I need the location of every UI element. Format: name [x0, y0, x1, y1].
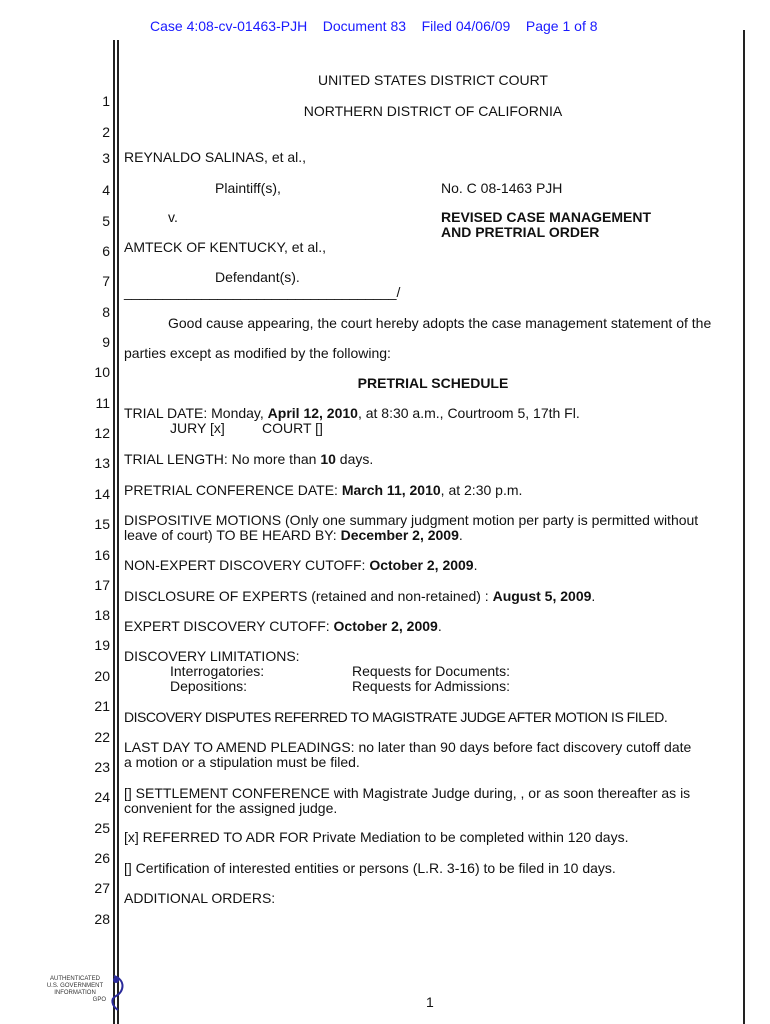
court-name: UNITED STATES DISTRICT COURT: [318, 72, 548, 88]
disclosure-end: .: [591, 588, 596, 604]
dispositive-line1: DISPOSITIVE MOTIONS (Only one summary judgment motion per party is permitted without: [124, 512, 699, 528]
line-number: 28: [94, 911, 110, 927]
filing-header: [150, 18, 598, 34]
footer-page-number: 1: [426, 994, 434, 1010]
caption-underline: ___________________________________/: [124, 284, 401, 300]
depositions-label: Depositions:: [170, 678, 248, 694]
line-number: 9: [102, 334, 110, 350]
dispositive-line2: [124, 527, 463, 543]
amend-line1: LAST DAY TO AMEND PLEADINGS: no later than 90 days before fact discovery cutoff date: [124, 739, 692, 755]
line-number: 13: [94, 455, 110, 471]
pretrial-conference-rest: , at 2:30 p.m.: [440, 482, 523, 498]
trial-length-rest: days.: [335, 451, 374, 467]
page-indicator: Page 1 of 8: [525, 18, 598, 34]
line-number: 23: [94, 759, 110, 775]
jury-option: JURY [x]: [170, 420, 225, 436]
court-district: NORTHERN DISTRICT OF CALIFORNIA: [303, 103, 563, 119]
line-number: 5: [102, 213, 110, 229]
line-number: 15: [94, 516, 110, 532]
settlement-line1: [] SETTLEMENT CONFERENCE with Magistrate Judge during, , or as soon thereafter as is: [124, 785, 691, 801]
line-number: 22: [94, 729, 110, 745]
filed-date: Filed 04/06/09: [421, 18, 511, 34]
line-number: 7: [102, 273, 110, 289]
seal-line4: GPO: [92, 997, 106, 1003]
settlement-line2: convenient for the assigned judge.: [124, 800, 338, 816]
expert-cutoff: [124, 618, 442, 634]
disclosure-label: DISCLOSURE OF EXPERTS (retained and non-retained) :: [124, 588, 493, 604]
order-title-line1: REVISED CASE MANAGEMENT: [441, 209, 652, 225]
line-number: 16: [94, 547, 110, 563]
line-number: 4: [102, 182, 110, 198]
line-number: 25: [94, 820, 110, 836]
expert-label: EXPERT DISCOVERY CUTOFF:: [124, 618, 334, 634]
amend-line2: a motion or a stipulation must be filed.: [124, 754, 360, 770]
line-number: 24: [94, 789, 110, 805]
seal-line2: U.S. GOVERNMENT: [46, 983, 104, 989]
dispositive-date: December 2, 2009: [340, 527, 459, 543]
pretrial-conference-date: March 11, 2010: [341, 482, 441, 498]
order-title-line2: AND PRETRIAL ORDER: [441, 224, 600, 240]
line-number: 2: [102, 124, 110, 140]
trial-date-value: April 12, 2010: [267, 405, 358, 421]
plaintiff-name: REYNALDO SALINAS, et al.,: [124, 149, 307, 165]
line-number: 6: [102, 243, 110, 259]
trial-length-label: TRIAL LENGTH: No more than: [124, 451, 321, 467]
line-number: 1: [102, 93, 110, 109]
intro-line1: Good cause appearing, the court hereby adopts the case management statement of the: [168, 315, 712, 331]
expert-disclosure: [124, 588, 595, 604]
line-number: 8: [102, 304, 110, 320]
trial-date-rest: , at 8:30 a.m., Courtroom 5, 17th Fl.: [357, 405, 580, 421]
line-number: 26: [94, 850, 110, 866]
seal-line3: INFORMATION: [54, 990, 96, 996]
line-number: 3: [102, 150, 110, 166]
interrogatories-label: Interrogatories:: [170, 663, 265, 679]
defendant-name: AMTECK OF KENTUCKY, et al.,: [124, 239, 327, 255]
nonexpert-cutoff: [124, 557, 477, 573]
requests-admissions-label: Requests for Admissions:: [352, 678, 510, 694]
nonexpert-end: .: [473, 557, 478, 573]
schedule-heading: PRETRIAL SCHEDULE: [357, 375, 509, 391]
line-number: 12: [94, 425, 110, 441]
right-margin-rule: [743, 30, 745, 1024]
discovery-limitations-label: DISCOVERY LIMITATIONS:: [124, 648, 300, 664]
trial-length: [124, 451, 373, 467]
intro-line2: parties except as modified by the following:: [124, 345, 391, 361]
requests-documents-label: Requests for Documents:: [352, 663, 510, 679]
adr-referral: [x] REFERRED TO ADR FOR Private Mediation to be completed within 120 days.: [124, 829, 629, 845]
line-number: 14: [94, 486, 110, 502]
expert-date: October 2, 2009: [333, 618, 438, 634]
line-number: 10: [94, 364, 110, 380]
trial-date: [124, 405, 580, 421]
pretrial-conference: [124, 482, 522, 498]
line-number: 27: [94, 880, 110, 896]
line-number: 18: [94, 607, 110, 623]
case-no: No. C 08-1463 PJH: [441, 180, 563, 196]
nonexpert-date: October 2, 2009: [369, 557, 474, 573]
line-number: 21: [94, 698, 110, 714]
certification: [] Certification of interested entities or persons (L.R. 3-16) to be filed in 10 days.: [124, 860, 616, 876]
nonexpert-label: NON-EXPERT DISCOVERY CUTOFF:: [124, 557, 370, 573]
line-number: 19: [94, 637, 110, 653]
discovery-disputes: DISCOVERY DISPUTES REFERRED TO MAGISTRATE JUDGE AFTER MOTION IS FILED.: [124, 709, 668, 725]
line-number: 20: [94, 668, 110, 684]
disclosure-date: August 5, 2009: [492, 588, 592, 604]
dispositive-label: leave of court) TO BE HEARD BY:: [124, 527, 341, 543]
document-number: Document 83: [322, 18, 407, 34]
versus: v.: [168, 209, 178, 225]
left-margin-rule-inner: [117, 40, 119, 1024]
court-option: COURT []: [262, 420, 323, 436]
expert-end: .: [437, 618, 442, 634]
dispositive-end: .: [458, 527, 463, 543]
line-number: 17: [94, 577, 110, 593]
line-number: 11: [95, 395, 110, 411]
left-margin-rule-outer: [113, 40, 115, 1024]
defendant-role: Defendant(s).: [215, 269, 300, 285]
plaintiff-role: Plaintiff(s),: [215, 180, 281, 196]
additional-orders: ADDITIONAL ORDERS:: [124, 890, 276, 906]
pretrial-conference-label: PRETRIAL CONFERENCE DATE:: [124, 482, 342, 498]
gpo-authentication-seal: [40, 972, 130, 1014]
trial-length-value: 10: [320, 451, 336, 467]
seal-line1: AUTHENTICATED: [50, 976, 100, 982]
case-number: Case 4:08-cv-01463-PJH: [150, 18, 308, 34]
trial-date-label: TRIAL DATE: Monday,: [124, 405, 268, 421]
